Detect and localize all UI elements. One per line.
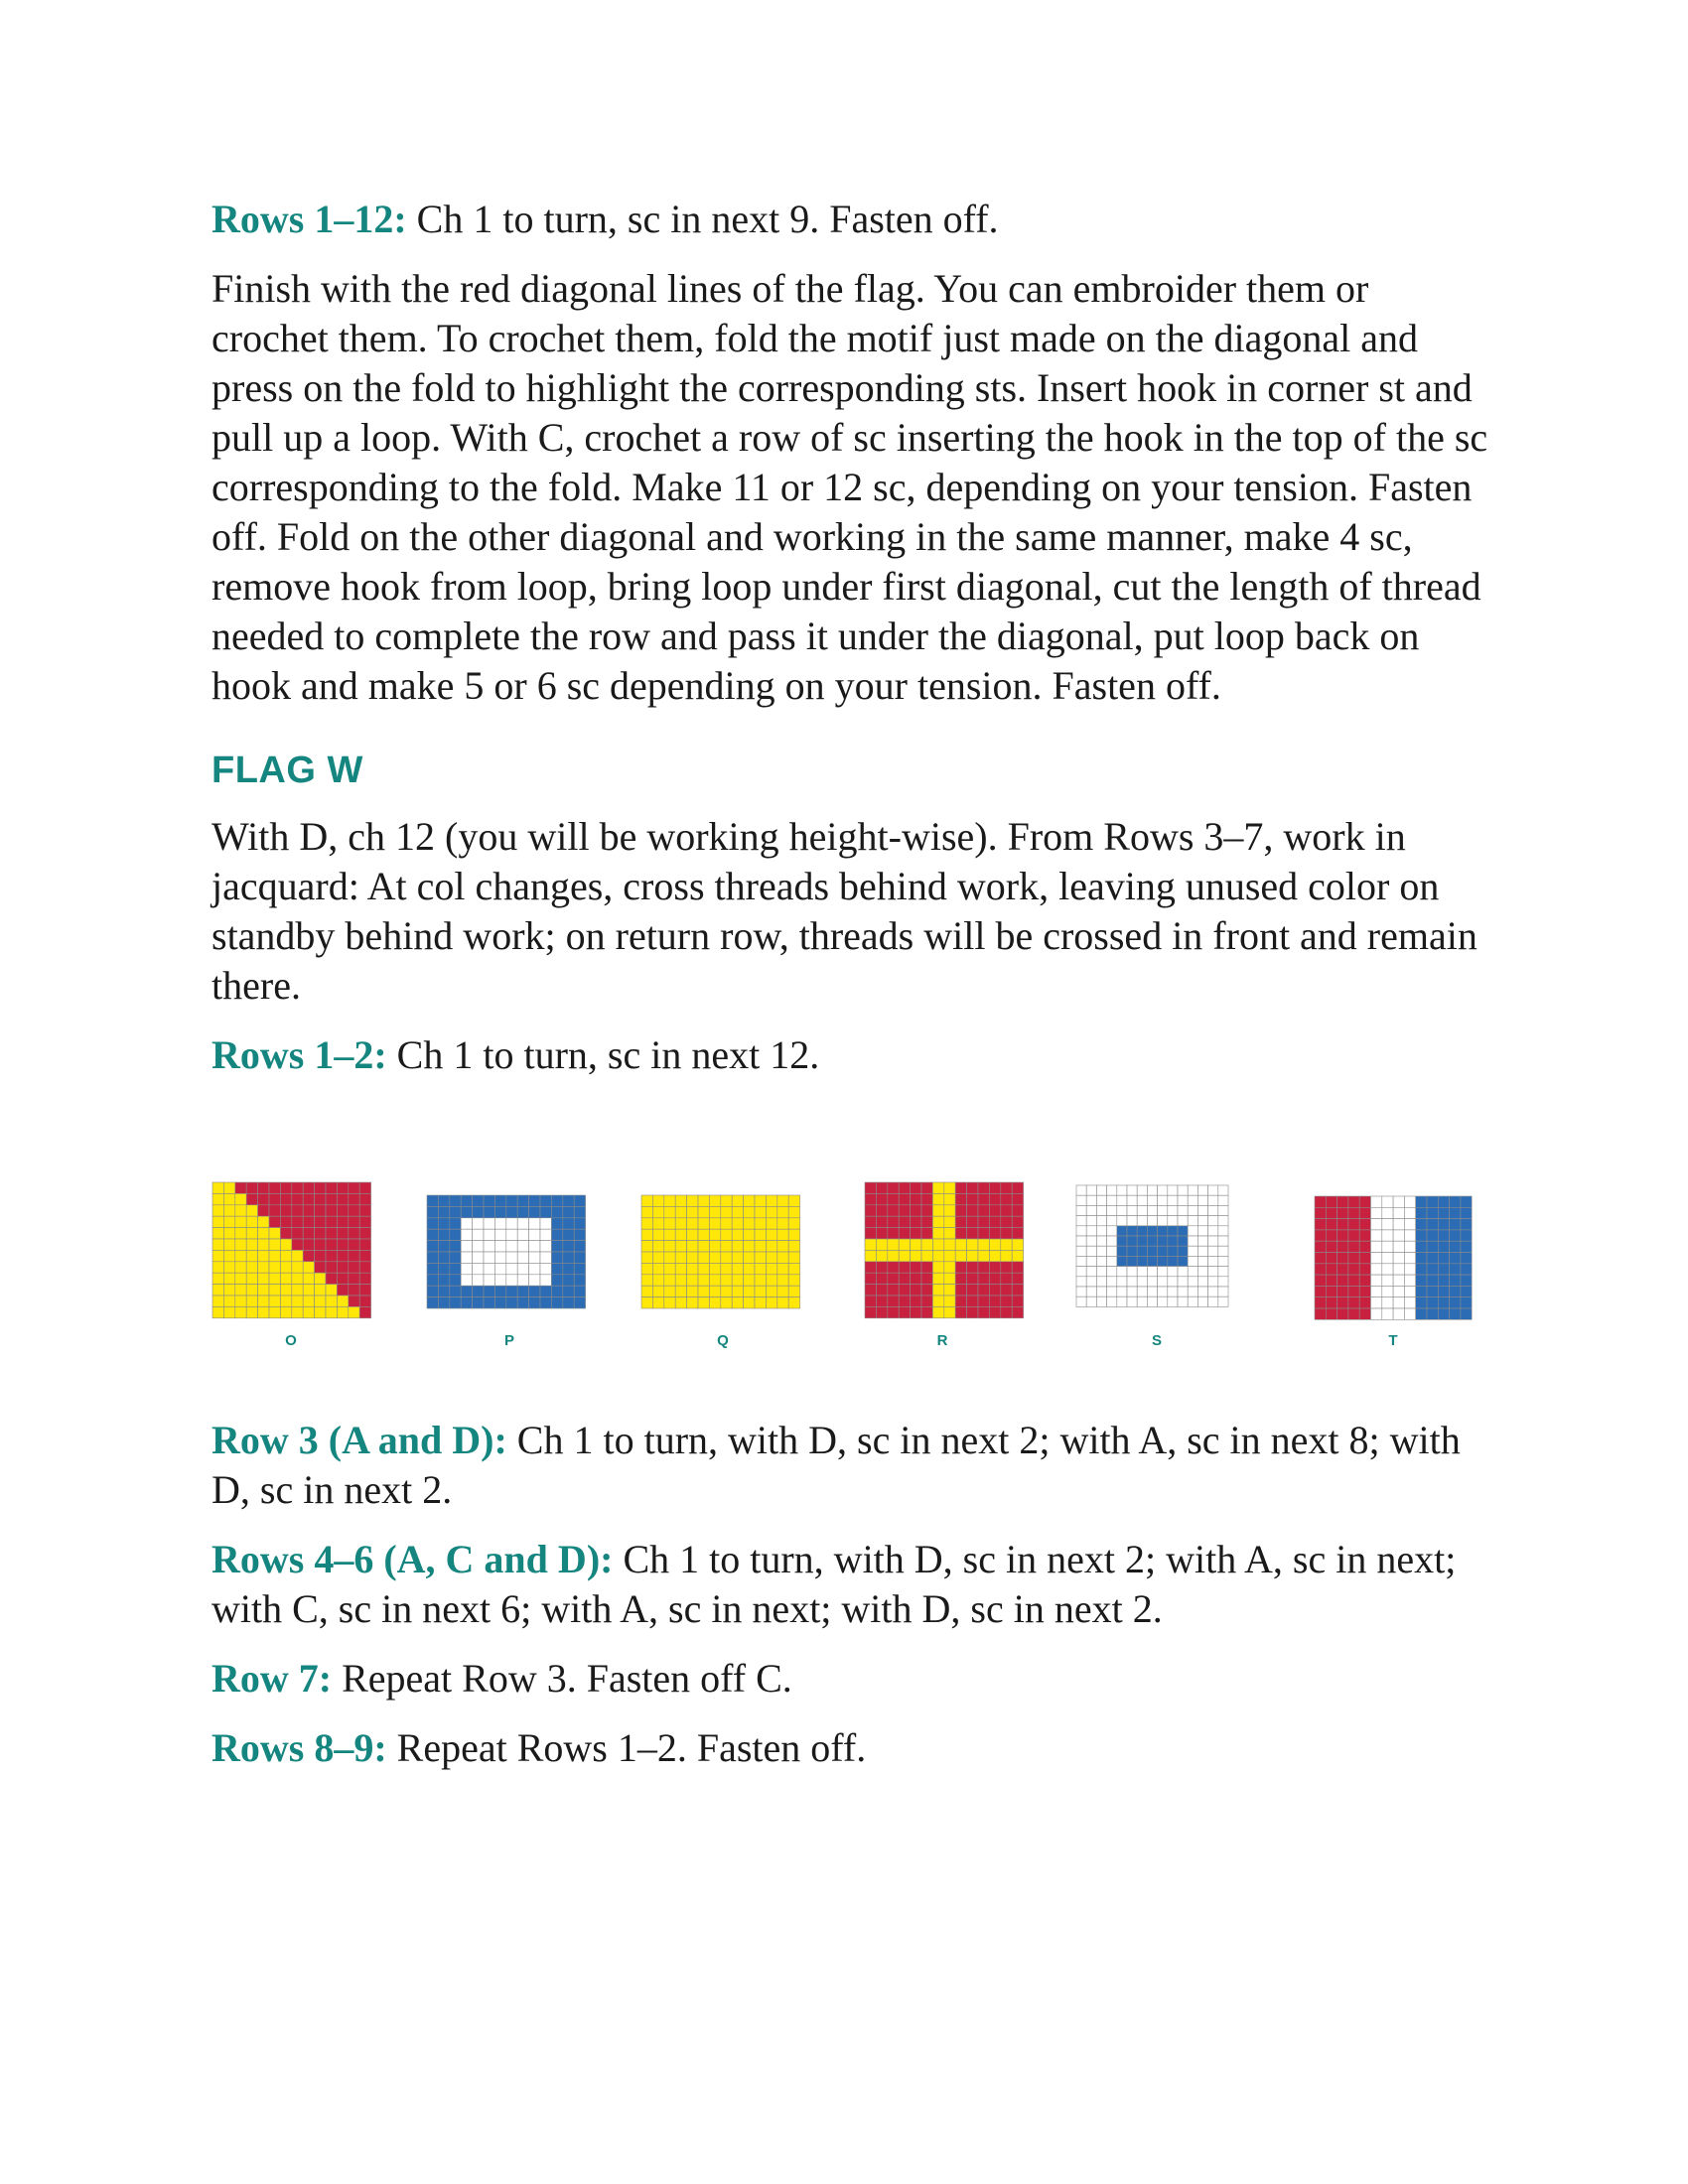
step-text: Ch 1 to turn, sc in next 9. Fasten off. bbox=[406, 197, 999, 241]
flag-q-grid bbox=[640, 1194, 801, 1309]
lower-text bbox=[211, 1416, 1492, 1793]
upper-text bbox=[211, 195, 1492, 1100]
step-text: Ch 1 to turn, sc in next 12. bbox=[386, 1032, 820, 1077]
flag-o-chart bbox=[211, 1181, 372, 1319]
flag-r-label: R bbox=[936, 1332, 948, 1349]
flag-t-grid bbox=[1314, 1195, 1473, 1320]
paragraph-rows-8-9 bbox=[211, 1723, 1492, 1773]
step-text: Repeat Rows 1–2. Fasten off. bbox=[386, 1725, 867, 1770]
step-label: Rows 1–2: bbox=[211, 1032, 387, 1077]
paragraph-rows-1-12 bbox=[211, 195, 1492, 244]
paragraph-intro: With D, ch 12 (you will be working height-wise). From Rows 3–7, work in jacquard: At col changes, cross threads behind work, leaving unused color on standby behind work; on return row, threads will be crossed in front and remain there. bbox=[211, 814, 1477, 1008]
step-label: Rows 1–12: bbox=[211, 197, 407, 241]
flag-t-chart bbox=[1314, 1195, 1473, 1320]
step-text: Repeat Row 3. Fasten off C. bbox=[332, 1656, 792, 1701]
flag-s-grid bbox=[1075, 1184, 1229, 1307]
step-label: Row 3 (A and D): bbox=[211, 1418, 507, 1462]
step-label: Rows 8–9: bbox=[211, 1725, 387, 1770]
paragraph-row-3 bbox=[211, 1416, 1492, 1515]
flag-chart-row bbox=[211, 1181, 1492, 1370]
flag-r-chart bbox=[864, 1181, 1025, 1319]
flag-p-chart bbox=[426, 1194, 587, 1309]
flag-p-grid bbox=[426, 1194, 587, 1309]
paragraph-rows-4-6 bbox=[211, 1535, 1492, 1634]
step-label: Rows 4–6 (A, C and D): bbox=[211, 1537, 614, 1581]
flag-o-label: O bbox=[285, 1332, 297, 1349]
paragraph-diagonal-lines: Finish with the red diagonal lines of the flag. You can embroider them or crochet them. To crochet them, fold the motif just made on the diagonal and press on the fold to highlight the corresponding sts. Insert hook in corner st and pull up a loop. With C, crochet a row of sc inserting the hook in the top of the sc corresponding to the fold. Make 11 or 12 sc, depending on your tension. Fasten off. Fold on the other diagonal and working in the same manner, make 4 sc, remove hook from loop, bring loop under first diagonal, cut the length of thread needed to complete the row and pass it under the diagonal, put loop back on hook and make 5 or 6 sc depending on your tension. Fasten off. bbox=[211, 266, 1488, 708]
paragraph-row-7 bbox=[211, 1654, 1492, 1704]
flag-s-chart bbox=[1075, 1184, 1229, 1307]
flag-q-label: Q bbox=[717, 1332, 729, 1349]
step-text: Ch 1 to turn, with D, sc in next 2; with A, sc in next 8; with D, sc in next 2. bbox=[211, 1418, 1461, 1512]
step-label: Row 7: bbox=[211, 1656, 333, 1701]
flag-r-grid bbox=[864, 1181, 1025, 1319]
section-heading: FLAG W bbox=[211, 750, 363, 791]
flag-q-chart bbox=[640, 1194, 801, 1309]
flag-p-label: P bbox=[503, 1332, 514, 1349]
flag-s-label: S bbox=[1151, 1332, 1162, 1349]
paragraph-rows-1-2 bbox=[211, 1030, 1492, 1080]
step-text: Ch 1 to turn, with D, sc in next 2; with A, sc in next; with C, sc in next 6; with A, sc in next; with D, sc in next 2. bbox=[211, 1537, 1457, 1631]
flag-t-label: T bbox=[1388, 1332, 1398, 1349]
flag-o-grid bbox=[211, 1181, 372, 1319]
